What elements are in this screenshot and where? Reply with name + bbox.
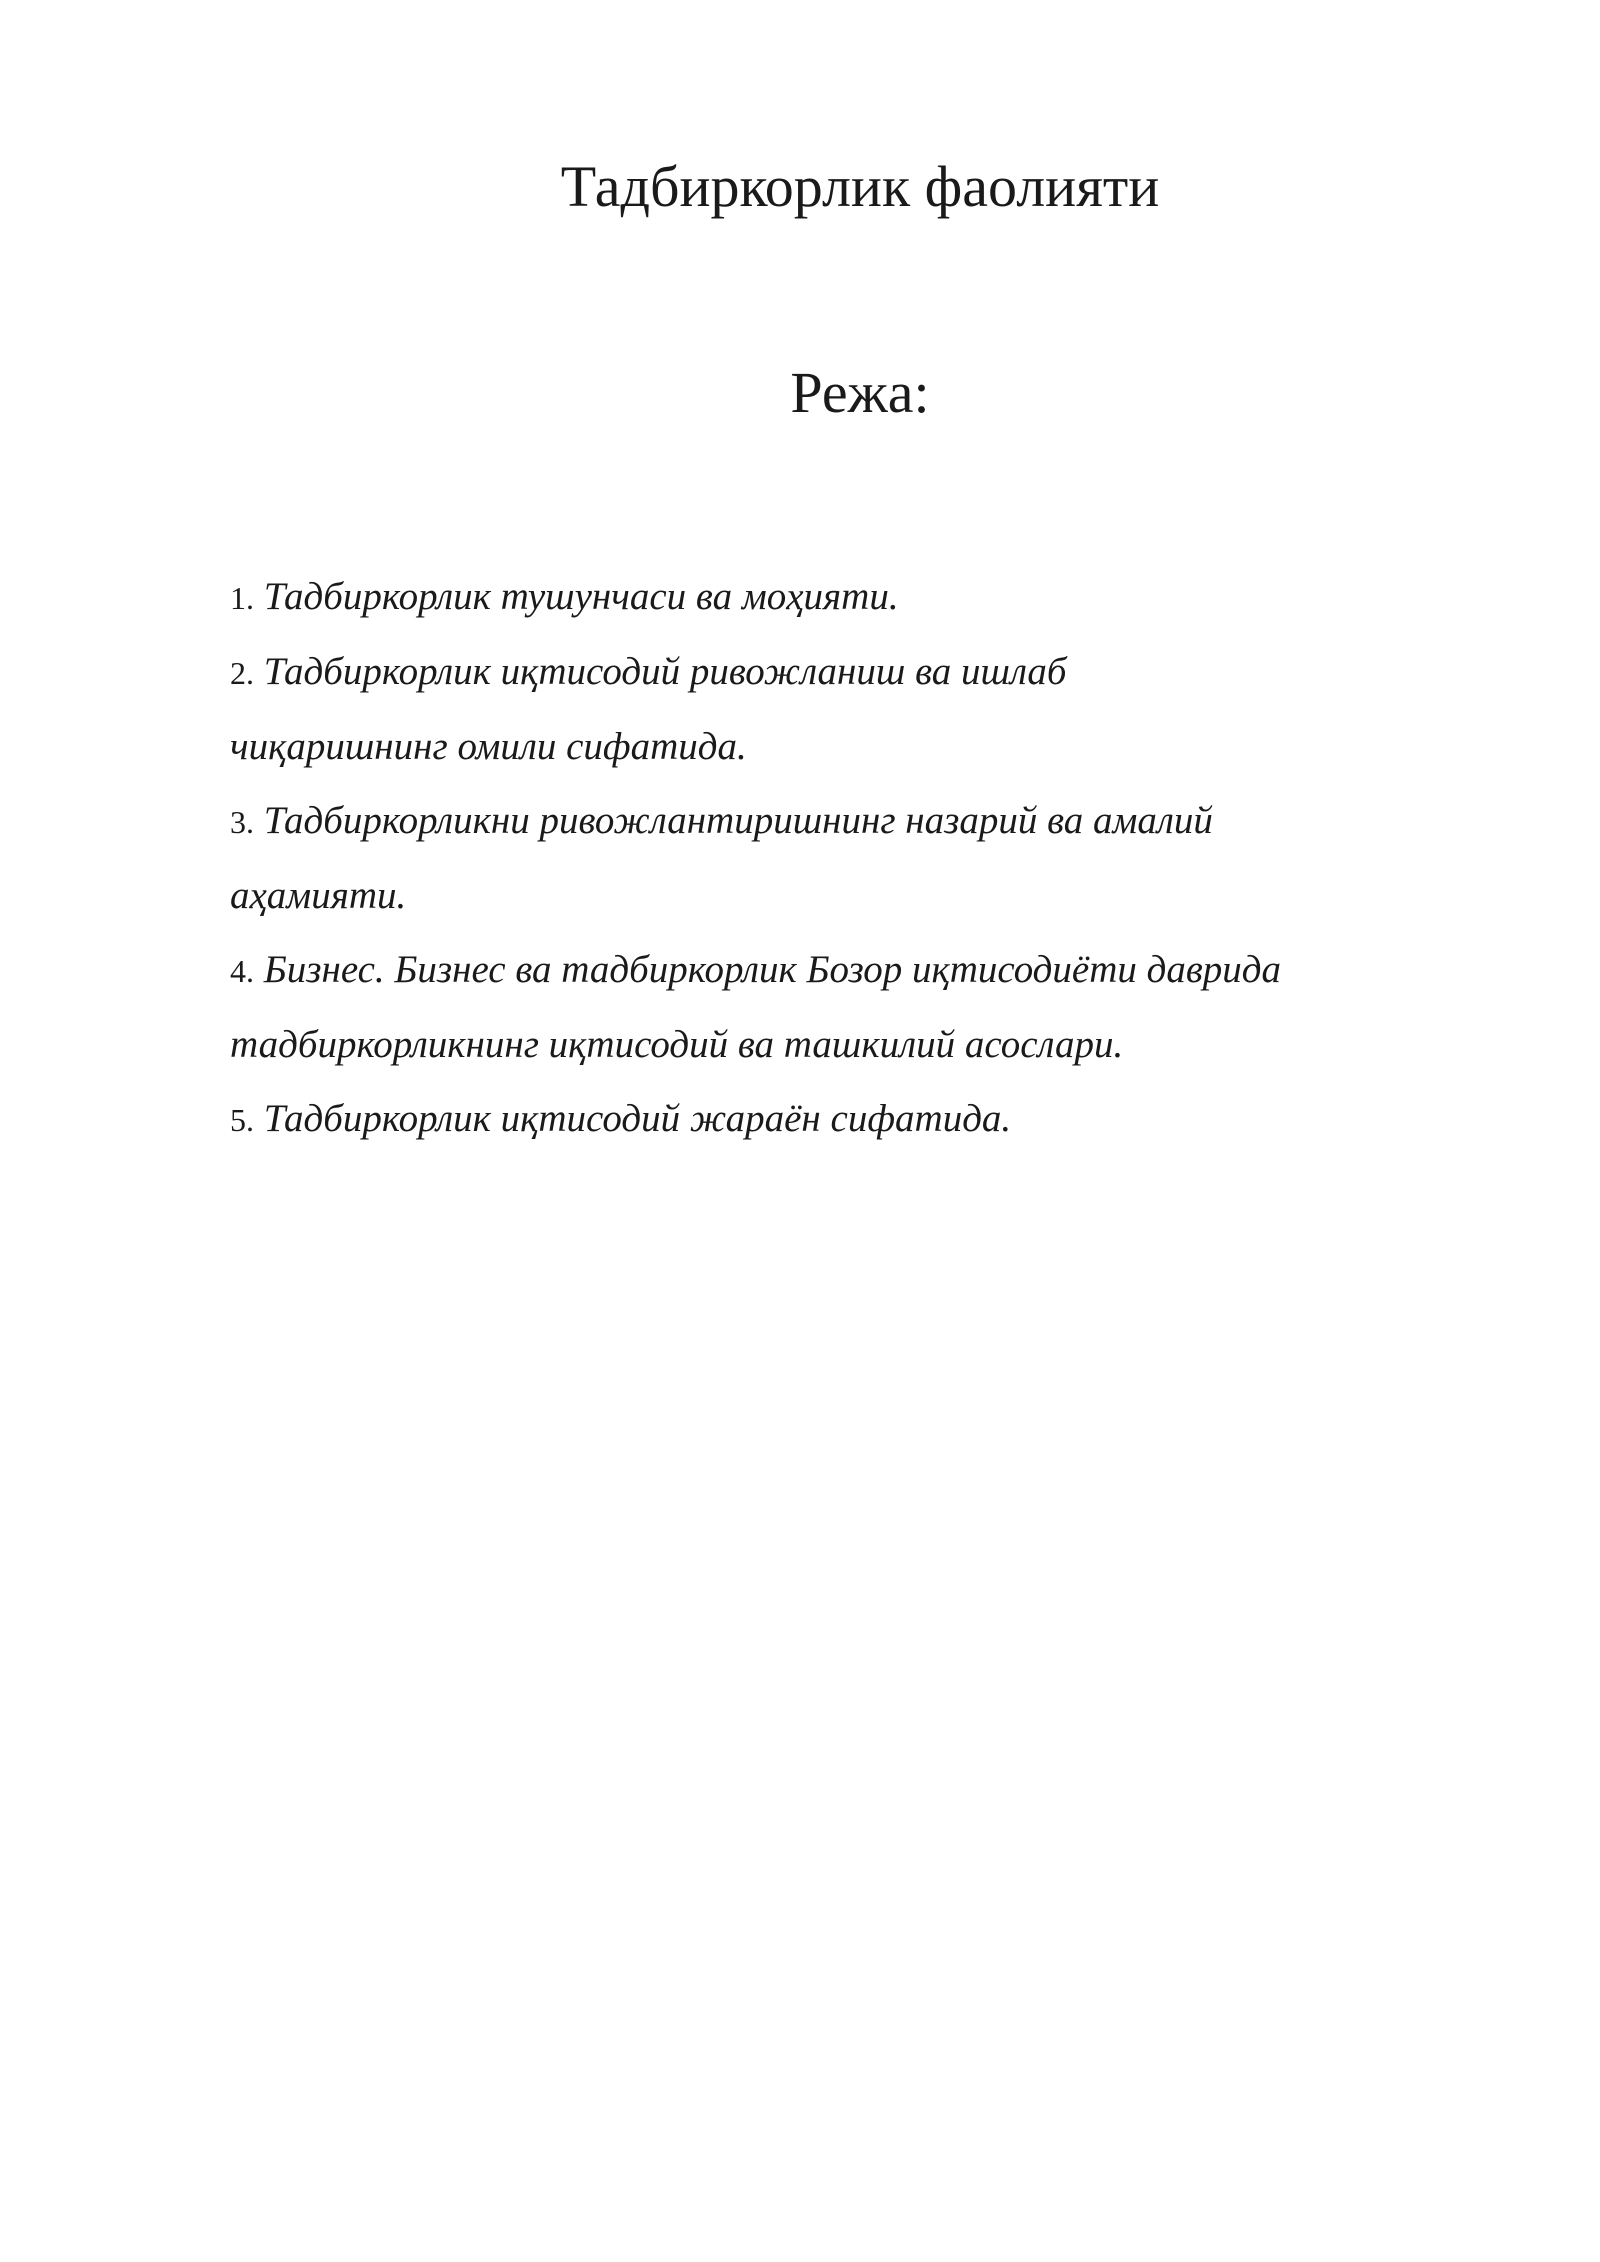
plan-item-text: тадбиркорликнинг иқтисодий ва ташкилий асослари.: [230, 1023, 1124, 1066]
plan-item-3: [230, 784, 1430, 859]
plan-item-text: Тадбиркорлик иқтисодий жараён сифатида.: [263, 1097, 1012, 1140]
plan-item-2-continuation: [230, 710, 1430, 784]
plan-item-text: Тадбиркорликни ривожлантиришнинг назарий ва амалий: [263, 799, 1213, 842]
plan-item-number: 2.: [230, 655, 254, 691]
page-title: Тадбиркорлик фаолияти: [560, 154, 1160, 219]
plan-item-5: [230, 1082, 1430, 1157]
plan-item-number: 1.: [230, 580, 254, 616]
plan-item-1: [230, 560, 1430, 635]
plan-item-4-continuation: [230, 1008, 1430, 1082]
plan-item-number: 3.: [230, 804, 254, 840]
plan-item-number: 5.: [230, 1102, 254, 1138]
plan-item-number: 4.: [230, 953, 254, 989]
plan-list: [230, 560, 1430, 1157]
plan-item-2: [230, 635, 1430, 710]
plan-item-3-continuation: [230, 859, 1430, 933]
plan-item-text: Тадбиркорлик иқтисодий ривожланиш ва ишлаб: [263, 650, 1067, 693]
plan-item-text: чиқаришнинг омили сифатида.: [230, 725, 747, 768]
plan-item-text: аҳамияти.: [230, 874, 407, 917]
plan-item-text: Бизнес. Бизнес ва тадбиркорлик Бозор иқтисодиёти даврида: [263, 948, 1282, 991]
plan-heading: Режа:: [790, 360, 930, 425]
plan-item-4: [230, 933, 1430, 1008]
plan-item-text: Тадбиркорлик тушунчаси ва моҳияти.: [263, 575, 899, 618]
